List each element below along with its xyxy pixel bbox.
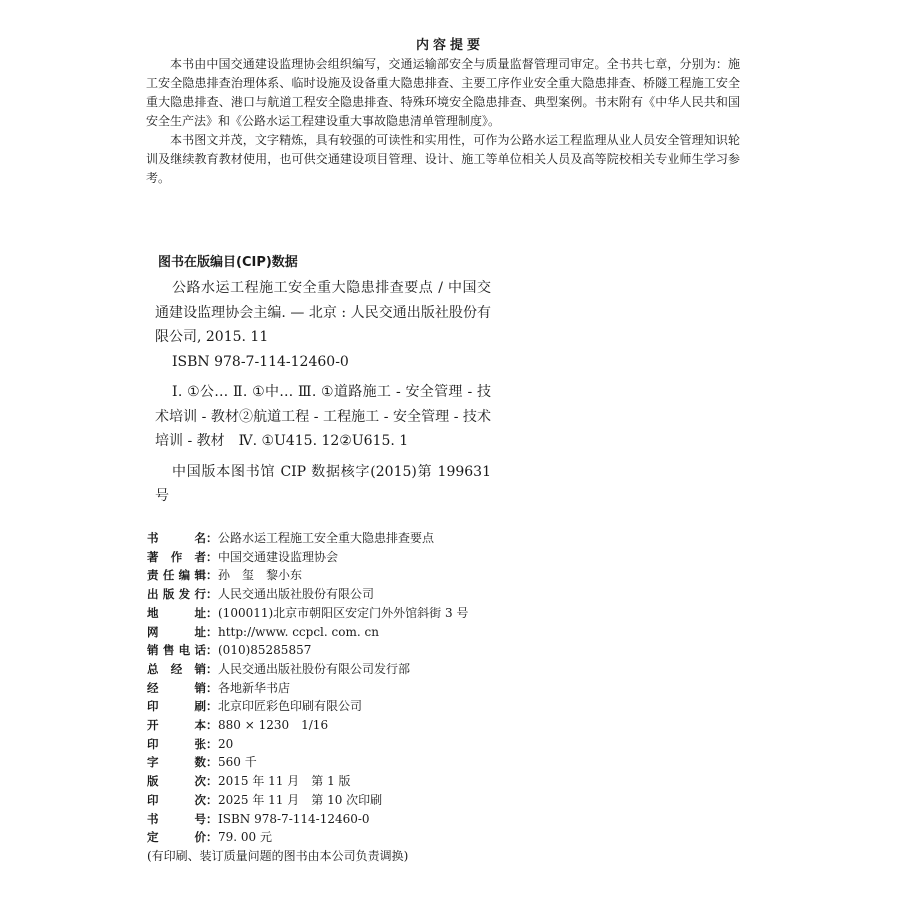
info-label: 书号: [147, 811, 206, 826]
cip-heading: 图书在版编目(CIP)数据: [158, 255, 298, 270]
info-label: 地址: [147, 605, 206, 620]
info-value: (010)85285857: [218, 643, 312, 658]
info-label: 出版发行: [147, 587, 206, 602]
info-colon: ：: [206, 718, 218, 733]
cip-record: 公路水运工程施工安全重大隐患排查要点 / 中国交通建设监理协会主编. — 北京 : 人民交通出版社股份有限公司, 2015. 11: [155, 280, 491, 345]
info-colon: ：: [206, 661, 218, 676]
info-value: 人民交通出版社股份有限公司发行部: [218, 661, 411, 676]
info-colon: ：: [206, 549, 218, 564]
exchange-note: (有印刷、装订质量问题的图书由本公司负责调换): [147, 848, 409, 863]
info-row: [147, 810, 468, 829]
info-label: 字数: [147, 755, 206, 770]
cip-isbn: ISBN 978-7-114-12460-0: [172, 353, 349, 370]
info-value: 中国交通建设监理协会: [218, 549, 339, 564]
publication-info: [147, 529, 468, 866]
info-colon: ：: [206, 643, 218, 658]
cip-section: [155, 276, 491, 509]
info-value: 各地新华书店: [218, 680, 291, 695]
info-value: 北京印匠彩色印刷有限公司: [218, 699, 363, 714]
info-colon: ：: [206, 811, 218, 826]
summary-paragraph: 本书图文并茂，文字精炼，具有较强的可读性和实用性，可作为公路水运工程监理从业人员安全管理知识轮训及继续教育教材使用，也可供交通建设项目管理、设计、施工等单位相关人员及高等院校相关专业师生学习参考。: [146, 133, 740, 185]
info-row: [147, 660, 468, 679]
info-label: 定价: [147, 830, 206, 845]
info-row: [147, 566, 468, 585]
info-colon: ：: [206, 830, 218, 845]
info-value: 公路水运工程施工安全重大隐患排查要点: [218, 531, 435, 545]
info-value: 20: [218, 736, 234, 751]
info-row: [147, 604, 468, 623]
info-value: 560 千: [218, 755, 257, 770]
info-label: 书名: [147, 531, 206, 545]
info-value: 880 × 1230 1/16: [218, 718, 329, 733]
info-colon: ：: [206, 755, 218, 770]
info-colon: ：: [206, 699, 218, 714]
summary-paragraph: 本书由中国交通建设监理协会组织编写，交通运输部安全与质量监督管理司审定。全书共七章，分别为：施工安全隐患排查治理体系、临时设施及设备重大隐患排查、主要工序作业安全重大隐患排查、桥隧工程施工安全重大隐患排查、港口与航道工程安全隐患排查、特殊环境安全隐患排查、典型案例。书末附有《中华人民共和国安全生产法》和《公路水运工程建设重大事故隐患清单管理制度》。: [146, 57, 740, 128]
info-colon: ：: [206, 774, 218, 789]
info-label: 网址: [147, 624, 206, 639]
info-row: [147, 716, 468, 735]
info-colon: ：: [206, 568, 218, 583]
info-row: [147, 828, 468, 847]
info-value: (100011)北京市朝阳区安定门外外馆斜街 3 号: [218, 605, 469, 620]
cip-core-data: 中国版本图书馆 CIP 数据核字(2015)第 199631 号: [155, 463, 491, 504]
info-row: [147, 772, 468, 791]
info-label: 总经销: [147, 661, 206, 676]
info-colon: ：: [206, 624, 218, 639]
info-label: 著作者: [147, 549, 206, 564]
info-row: [147, 697, 468, 716]
info-label: 印张: [147, 736, 206, 751]
info-row: [147, 791, 468, 810]
info-value: 79. 00 元: [218, 830, 272, 845]
info-row: [147, 585, 468, 604]
info-colon: ：: [206, 680, 218, 695]
info-colon: ：: [206, 736, 218, 751]
info-value: ISBN 978-7-114-12460-0: [218, 811, 370, 826]
info-row: [147, 623, 468, 642]
info-colon: ：: [206, 605, 218, 620]
info-value: 孙 玺 黎小东: [218, 568, 303, 583]
info-row: [147, 679, 468, 698]
info-colon: ：: [206, 531, 218, 545]
info-label: 责任编辑: [147, 568, 206, 583]
info-value: http://www. ccpcl. com. cn: [218, 624, 379, 639]
cip-classification: Ⅰ. ①公… Ⅱ. ①中… Ⅲ. ①道路施工 - 安全管理 - 技术培训 - 教材②航道工程 - 工程施工 - 安全管理 - 技术培训 - 教材 Ⅳ. ①U415. 12②U615. 1: [155, 384, 491, 449]
info-label: 印次: [147, 792, 206, 807]
info-row: [147, 735, 468, 754]
summary-section: [146, 55, 740, 188]
info-row: [147, 548, 468, 567]
info-colon: ：: [206, 792, 218, 807]
info-label: 开本: [147, 718, 206, 733]
info-value: 人民交通出版社股份有限公司: [218, 587, 375, 602]
info-row: [147, 529, 468, 548]
info-row: [147, 641, 468, 660]
summary-title: 内容提要: [415, 38, 484, 53]
info-label: 经销: [147, 680, 206, 695]
info-value: 2015 年 11 月 第 1 版: [218, 774, 351, 789]
info-value: 2025 年 11 月 第 10 次印刷: [218, 792, 383, 807]
info-row: [147, 753, 468, 772]
info-colon: ：: [206, 587, 218, 602]
info-label: 版次: [147, 774, 206, 789]
info-label: 销售电话: [147, 643, 206, 658]
info-label: 印刷: [147, 699, 206, 714]
